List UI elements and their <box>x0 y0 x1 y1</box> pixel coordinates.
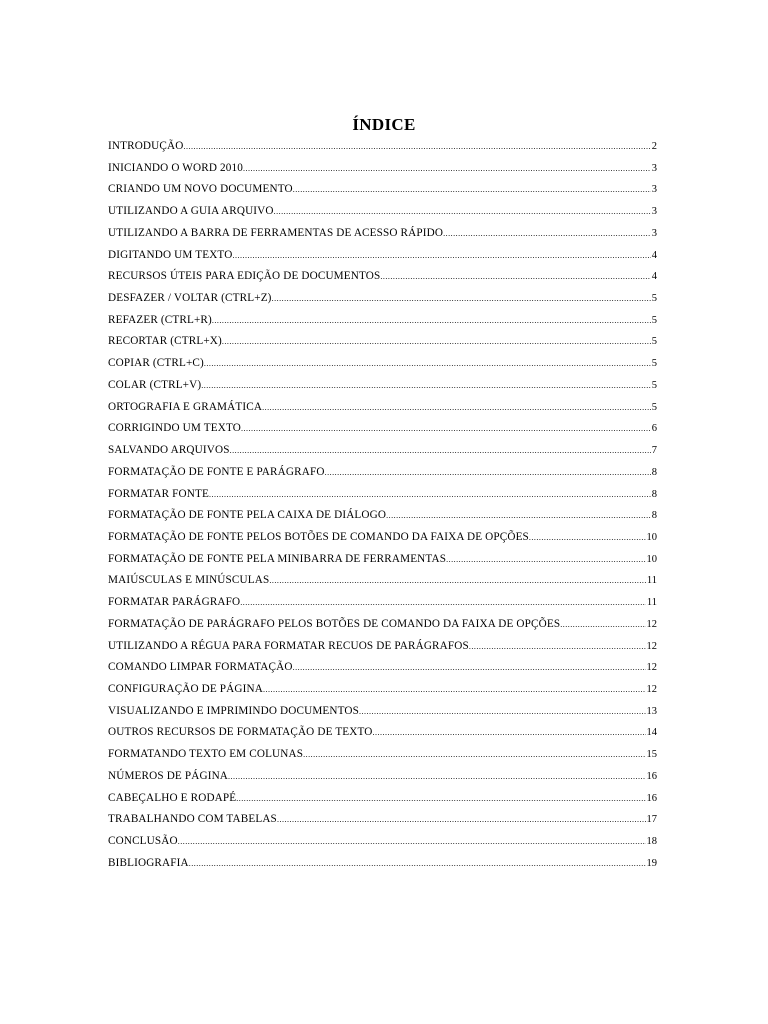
toc-entry-label: FORMATAÇÃO DE FONTE E PARÁGRAFO <box>108 465 325 478</box>
dot-leader <box>204 353 651 375</box>
toc-entry[interactable] <box>108 592 657 614</box>
dot-leader <box>325 462 651 484</box>
toc-entry[interactable] <box>108 136 657 158</box>
toc-entry-page-number: 3 <box>651 227 657 239</box>
toc-entry-page-number: 17 <box>646 814 657 826</box>
dot-leader <box>178 831 646 853</box>
toc-entry-label: COPIAR (CTRL+C) <box>108 357 204 370</box>
dot-leader <box>240 592 646 614</box>
toc-entry[interactable] <box>108 766 657 788</box>
toc-entry-page-number: 13 <box>646 705 657 717</box>
toc-entry-label: FORMATAR FONTE <box>108 487 209 500</box>
toc-entry-label: MAIÚSCULAS E MINÚSCULAS <box>108 574 270 587</box>
toc-entry-page-number: 5 <box>651 293 657 305</box>
toc-entry[interactable] <box>108 223 657 245</box>
toc-entry-page-number: 14 <box>646 727 657 739</box>
toc-entry-page-number: 6 <box>651 423 657 435</box>
dot-leader <box>529 527 646 549</box>
toc-entry-label: FORMATAÇÃO DE FONTE PELA MINIBARRA DE FERRAMENTAS <box>108 552 447 565</box>
toc-entry-label: UTILIZANDO A GUIA ARQUIVO <box>108 205 274 218</box>
dot-leader <box>373 722 646 744</box>
toc-entry-label: ORTOGRAFIA E GRAMÁTICA <box>108 400 263 413</box>
toc-entry-page-number: 3 <box>651 206 657 218</box>
toc-entry-page-number: 8 <box>651 510 657 522</box>
toc-entry-page-number: 5 <box>651 379 657 391</box>
dot-leader <box>228 766 645 788</box>
toc-entry[interactable] <box>108 245 657 267</box>
toc-entry-label: RECURSOS ÚTEIS PARA EDIÇÃO DE DOCUMENTOS <box>108 270 381 283</box>
dot-leader <box>232 245 650 267</box>
toc-entry-page-number: 3 <box>651 162 657 174</box>
toc-entry-page-number: 2 <box>651 141 657 152</box>
dot-leader <box>201 375 651 397</box>
toc-entry[interactable] <box>108 179 657 201</box>
toc-entry-label: FORMATANDO TEXTO EM COLUNAS <box>108 748 304 761</box>
toc-entry-page-number: 7 <box>651 445 657 457</box>
toc-entry-label: FORMATAÇÃO DE PARÁGRAFO PELOS BOTÕES DE COMANDO DA FAIXA DE OPÇÕES <box>108 617 561 630</box>
toc-entry[interactable] <box>108 375 657 397</box>
dot-leader <box>277 809 646 831</box>
dot-leader <box>241 418 651 440</box>
dot-leader <box>293 179 651 201</box>
toc-entry-page-number: 11 <box>646 597 657 609</box>
toc-entry-page-number: 10 <box>646 531 657 543</box>
dot-leader <box>560 614 645 636</box>
toc-entry[interactable] <box>108 679 657 701</box>
toc-entry-page-number: 15 <box>646 749 657 761</box>
toc-entry-label: DESFAZER / VOLTAR (CTRL+Z) <box>108 292 272 305</box>
toc-entry[interactable] <box>108 288 657 310</box>
toc-entry-label: COLAR (CTRL+V) <box>108 378 202 391</box>
toc-entry-label: SALVANDO ARQUIVOS <box>108 444 230 457</box>
toc-entry[interactable] <box>108 505 657 527</box>
toc-entry[interactable] <box>108 831 657 853</box>
toc-entry-label: DIGITANDO UM TEXTO <box>108 248 233 261</box>
toc-entry-label: UTILIZANDO A BARRA DE FERRAMENTAS DE ACESSO RÁPIDO <box>108 226 444 239</box>
toc-entry-label: BIBLIOGRAFIA <box>108 856 189 869</box>
toc-entry[interactable] <box>108 353 657 375</box>
dot-leader <box>359 701 645 723</box>
toc-entry[interactable] <box>108 266 657 288</box>
toc-entry-label: COMANDO LIMPAR FORMATAÇÃO <box>108 661 293 674</box>
toc-entry[interactable] <box>108 201 657 223</box>
toc-entry-page-number: 3 <box>651 184 657 196</box>
toc-entry-label: NÚMEROS DE PÁGINA <box>108 769 229 782</box>
toc-entry[interactable] <box>108 527 657 549</box>
toc-entry[interactable] <box>108 331 657 353</box>
dot-leader <box>189 853 646 875</box>
toc-entry[interactable] <box>108 744 657 766</box>
toc-entry[interactable] <box>108 418 657 440</box>
toc-entry[interactable] <box>108 570 657 592</box>
toc-entry-label: UTILIZANDO A RÉGUA PARA FORMATAR RECUOS DE PARÁGRAFOS <box>108 639 469 652</box>
dot-leader <box>262 397 651 419</box>
dot-leader <box>272 288 651 310</box>
toc-entry[interactable] <box>108 484 657 506</box>
dot-leader <box>212 310 651 332</box>
toc-entry-page-number: 11 <box>646 575 657 587</box>
dot-leader <box>303 744 645 766</box>
toc-entry-label: CRIANDO UM NOVO DOCUMENTO <box>108 183 293 196</box>
toc-entry[interactable] <box>108 636 657 658</box>
toc-entry[interactable] <box>108 722 657 744</box>
dot-leader <box>386 505 651 527</box>
dot-leader <box>222 331 651 353</box>
toc-entry-label: REFAZER (CTRL+R) <box>108 313 212 326</box>
dot-leader <box>243 158 651 180</box>
dot-leader <box>469 636 646 658</box>
toc-entry-label: INTRODUÇÃO <box>108 140 184 152</box>
toc-entry-page-number: 5 <box>651 358 657 370</box>
toc-entry-page-number: 8 <box>651 488 657 500</box>
toc-entry-page-number: 10 <box>646 553 657 565</box>
toc-entry[interactable] <box>108 614 657 636</box>
toc-entry[interactable] <box>108 788 657 810</box>
toc-entry-label: CONFIGURAÇÃO DE PÁGINA <box>108 682 263 695</box>
toc-entry-page-number: 12 <box>646 662 657 674</box>
toc-entry[interactable] <box>108 397 657 419</box>
toc-entry-label: CORRIGINDO UM TEXTO <box>108 422 241 435</box>
dot-leader <box>183 136 650 158</box>
toc-entry-page-number: 4 <box>651 249 657 261</box>
toc-entry-page-number: 4 <box>651 271 657 283</box>
toc-entry[interactable] <box>108 853 657 875</box>
toc-entry-page-number: 19 <box>646 857 657 869</box>
toc-entry[interactable] <box>108 310 657 332</box>
toc-entry-page-number: 5 <box>651 401 657 413</box>
toc-entry-label: RECORTAR (CTRL+X) <box>108 335 222 348</box>
toc-entry[interactable] <box>108 657 657 679</box>
dot-leader <box>446 549 645 571</box>
toc-entry-label: VISUALIZANDO E IMPRIMINDO DOCUMENTOS <box>108 704 360 717</box>
toc-entry-label: CABEÇALHO E RODAPÉ <box>108 791 237 804</box>
toc-entry[interactable] <box>108 462 657 484</box>
toc-entry-page-number: 8 <box>651 466 657 478</box>
toc-entry-page-number: 16 <box>646 770 657 782</box>
dot-leader <box>236 788 645 810</box>
dot-leader <box>443 223 651 245</box>
toc-entry-label: FORMATAÇÃO DE FONTE PELOS BOTÕES DE COMANDO DA FAIXA DE OPÇÕES <box>108 530 529 543</box>
toc-entry-page-number: 5 <box>651 336 657 348</box>
toc-entry-page-number: 16 <box>646 792 657 804</box>
dot-leader <box>293 657 646 679</box>
toc-entry-label: FORMATAR PARÁGRAFO <box>108 596 241 609</box>
table-of-contents <box>108 136 657 874</box>
toc-entry-label: FORMATAÇÃO DE FONTE PELA CAIXA DE DIÁLOGO <box>108 509 387 522</box>
toc-entry[interactable] <box>108 158 657 180</box>
dot-leader <box>274 201 651 223</box>
toc-entry[interactable] <box>108 809 657 831</box>
toc-entry-page-number: 12 <box>646 640 657 652</box>
dot-leader <box>263 679 646 701</box>
toc-entry-page-number: 5 <box>651 314 657 326</box>
toc-entry-label: CONCLUSÃO <box>108 835 178 847</box>
page-title: ÍNDICE <box>352 115 416 134</box>
toc-entry-label: INICIANDO O WORD 2010 <box>108 161 244 174</box>
toc-entry-page-number: 18 <box>646 836 657 847</box>
toc-entry[interactable] <box>108 549 657 571</box>
dot-leader <box>230 440 651 462</box>
toc-entry-page-number: 12 <box>646 618 657 630</box>
toc-entry-page-number: 12 <box>646 683 657 695</box>
dot-leader <box>209 484 651 506</box>
dot-leader <box>269 570 646 592</box>
toc-entry[interactable] <box>108 701 657 723</box>
toc-entry-label: TRABALHANDO COM TABELAS <box>108 813 277 826</box>
toc-entry-label: OUTROS RECURSOS DE FORMATAÇÃO DE TEXTO <box>108 726 373 739</box>
dot-leader <box>380 266 650 288</box>
toc-entry[interactable] <box>108 440 657 462</box>
